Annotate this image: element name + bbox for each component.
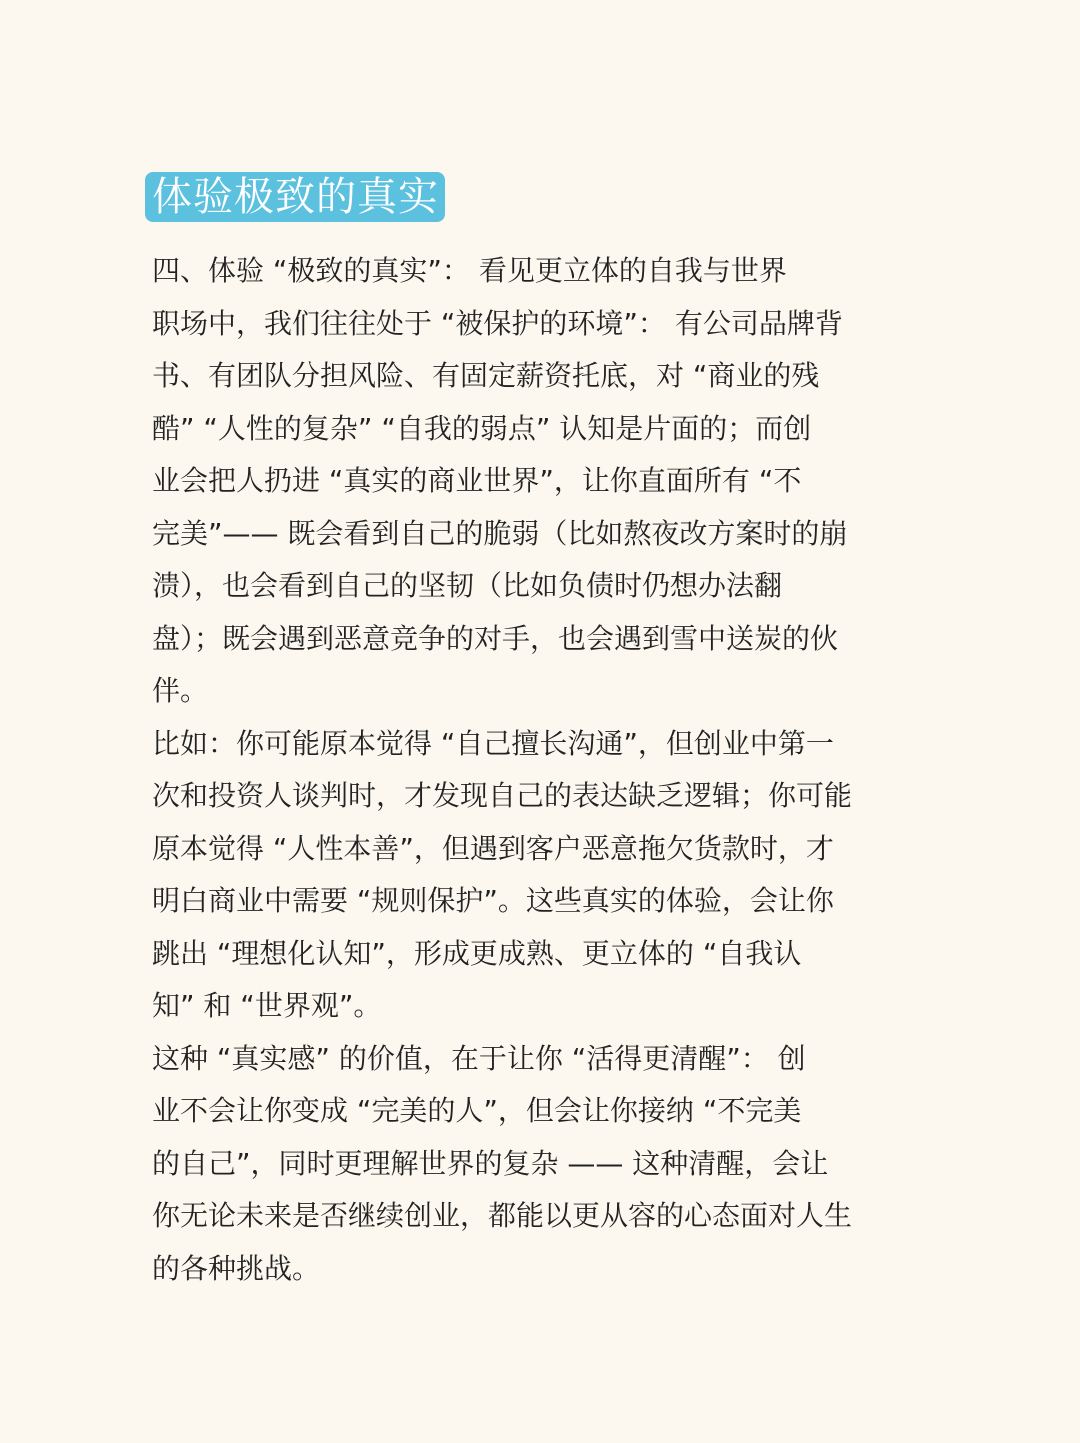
text-line: 比如：你可能原本觉得 “自己擅长沟通”，但创业中第一 [152, 726, 834, 760]
text-line: 溃），也会看到自己的坚韧（比如负债时仍想办法翻 [152, 569, 783, 602]
text-line: 原本觉得 “人性本善”，但遇到客户恶意拖欠货款时，才 [152, 831, 834, 865]
text-line: 盘）；既会遇到恶意竞争的对手，也会遇到雪中送炭的伙 [152, 621, 839, 655]
text-line: 次和投资人谈判时，才发现自己的表达缺乏逻辑；你可能 [152, 779, 853, 812]
section-title-badge: 体验极致的真实 [145, 172, 445, 222]
text-line: 职场中，我们往往处于 “被保护的环境”： 有公司品牌背 [152, 306, 843, 340]
text-line: 的各种挑战。 [152, 1251, 321, 1285]
text-line: 书、有团队分担风险、有固定薪资托底，对 “商业的残 [152, 359, 820, 392]
text-line: 这种 “真实感” 的价值，在于让你 “活得更清醒”： 创 [152, 1041, 806, 1075]
text-line: 四、体验 “极致的真实”： 看见更立体的自我与世界 [152, 254, 787, 287]
text-line: 酷” “人性的复杂” “自我的弱点” 认知是片面的；而创 [152, 411, 812, 445]
text-line: 知” 和 “世界观”。 [152, 989, 382, 1022]
article-body [152, 245, 942, 1295]
text-line: 的自己”，同时更理解世界的复杂 —— 这种清醒，会让 [152, 1146, 829, 1180]
text-line: 你无论未来是否继续创业，都能以更从容的心态面对人生 [152, 1199, 853, 1232]
text-line: 业会把人扔进 “真实的商业世界”，让你直面所有 “不 [152, 464, 802, 497]
text-line: 跳出 “理想化认知”，形成更成熟、更立体的 “自我认 [152, 936, 802, 970]
text-line: 明白商业中需要 “规则保护”。这些真实的体验，会让你 [152, 884, 834, 917]
text-line: 伴。 [152, 674, 209, 707]
text-line: 业不会让你变成 “完美的人”，但会让你接纳 “不完美 [152, 1094, 802, 1127]
text-line: 完美”—— 既会看到自己的脆弱（比如熬夜改方案时的崩 [152, 516, 848, 550]
